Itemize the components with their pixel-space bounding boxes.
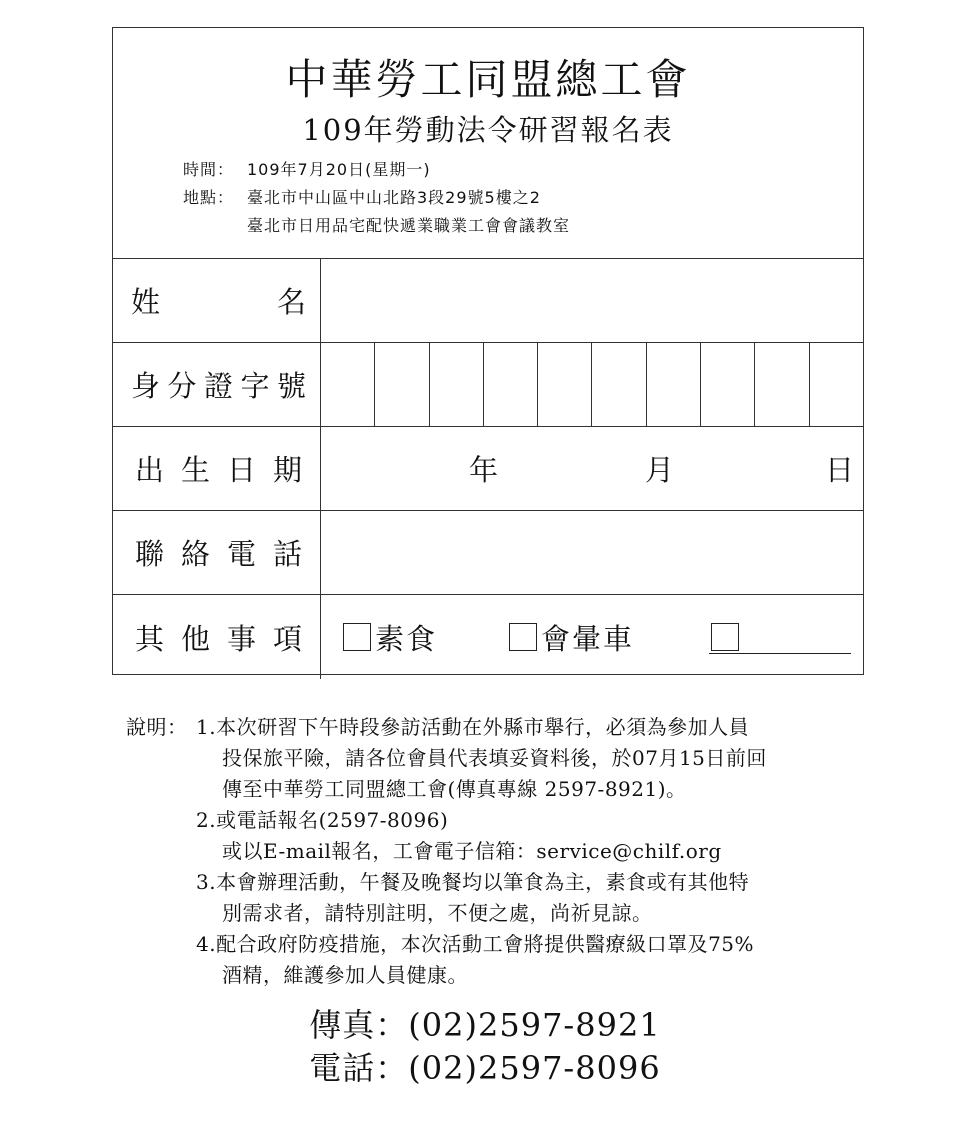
registration-form [112, 27, 864, 675]
form-header [113, 28, 863, 259]
id-digit-cell[interactable] [321, 343, 375, 426]
id-digit-cell[interactable] [430, 343, 484, 426]
name-row [113, 259, 863, 343]
notes-label: 說明： [126, 715, 188, 739]
id-digit-cell[interactable] [647, 343, 701, 426]
other-blank-line[interactable] [709, 653, 851, 654]
name-label-cell [113, 259, 321, 342]
note-line: 4.配合政府防疫措施，本次活動工會將提供醫療級口罩及75% [196, 932, 755, 956]
phone-label: 聯 絡 電 話 [135, 537, 302, 571]
note-line: 別需求者，請特別註明，不便之處，尚祈見諒。 [222, 901, 653, 925]
note-line: 酒精，維護參加人員健康。 [222, 963, 468, 987]
id-digit-cell[interactable] [592, 343, 646, 426]
carsick-label: 會暈車 [541, 621, 635, 656]
event-place [183, 187, 541, 209]
carsick-checkbox[interactable] [509, 623, 537, 651]
name-input-cell[interactable] [321, 259, 863, 342]
place-label: 地點： [183, 188, 235, 207]
phone-label-cell [113, 511, 321, 594]
phone-input-cell[interactable] [321, 511, 863, 594]
time-label: 時間： [183, 160, 235, 179]
phone-number: 電話：(02)2597-8096 [309, 1049, 661, 1087]
other-label: 其 他 事 項 [135, 621, 302, 656]
fax-number: 傳真：(02)2597-8921 [309, 1006, 661, 1044]
name-label: 姓 名 [131, 285, 306, 319]
other-option[interactable] [711, 595, 743, 679]
place-address: 臺北市中山區中山北路3段29號5樓之2 [247, 188, 541, 207]
note-line: 投保旅平險，請各位會員代表填妥資料後，於07月15日前回 [222, 746, 767, 770]
form-title: 109年勞動法令研習報名表 [302, 113, 674, 147]
id-digit-cell[interactable] [538, 343, 592, 426]
org-title: 中華勞工同盟總工會 [285, 55, 691, 104]
place-room: 臺北市日用品宅配快遞業職業工會會議教室 [247, 216, 571, 235]
vegetarian-option[interactable] [343, 595, 437, 679]
vegetarian-checkbox[interactable] [343, 623, 371, 651]
note-line: 3.本會辦理活動，午餐及晚餐均以筆食為主，素食或有其他特 [196, 870, 750, 894]
note-line: 1.本次研習下午時段參訪活動在外縣市舉行，必須為參加人員 [196, 715, 750, 739]
id-digit-cell[interactable] [375, 343, 429, 426]
id-number-row [113, 343, 863, 427]
carsick-option[interactable] [509, 595, 634, 679]
note-line: 傳至中華勞工同盟總工會(傳真專線 2597-8921)。 [222, 777, 687, 801]
other-row [113, 595, 863, 679]
id-digit-cell[interactable] [701, 343, 755, 426]
birth-label-cell [113, 427, 321, 510]
id-number-label: 身 分 證 字 號 [131, 369, 306, 403]
id-digit-cell[interactable] [810, 343, 863, 426]
vegetarian-label: 素食 [375, 621, 438, 656]
id-label-cell [113, 343, 321, 426]
event-time [183, 159, 431, 181]
birth-date-label: 出 生 日 期 [135, 453, 302, 487]
id-digit-cell[interactable] [755, 343, 809, 426]
birth-date-row [113, 427, 863, 511]
other-checkbox[interactable] [711, 623, 739, 651]
time-value: 109年7月20日(星期一) [247, 160, 431, 179]
birth-day-unit: 日 [825, 453, 855, 487]
phone-row [113, 511, 863, 595]
id-digit-cell[interactable] [484, 343, 538, 426]
other-label-cell [113, 595, 321, 679]
note-line: 或以E-mail報名，工會電子信箱：service@chilf.org [222, 839, 722, 863]
birth-year-unit: 年 [469, 453, 499, 487]
note-line: 2.或電話報名(2597-8096) [196, 808, 449, 832]
id-number-grid [321, 343, 863, 426]
birth-month-unit: 月 [645, 453, 675, 487]
